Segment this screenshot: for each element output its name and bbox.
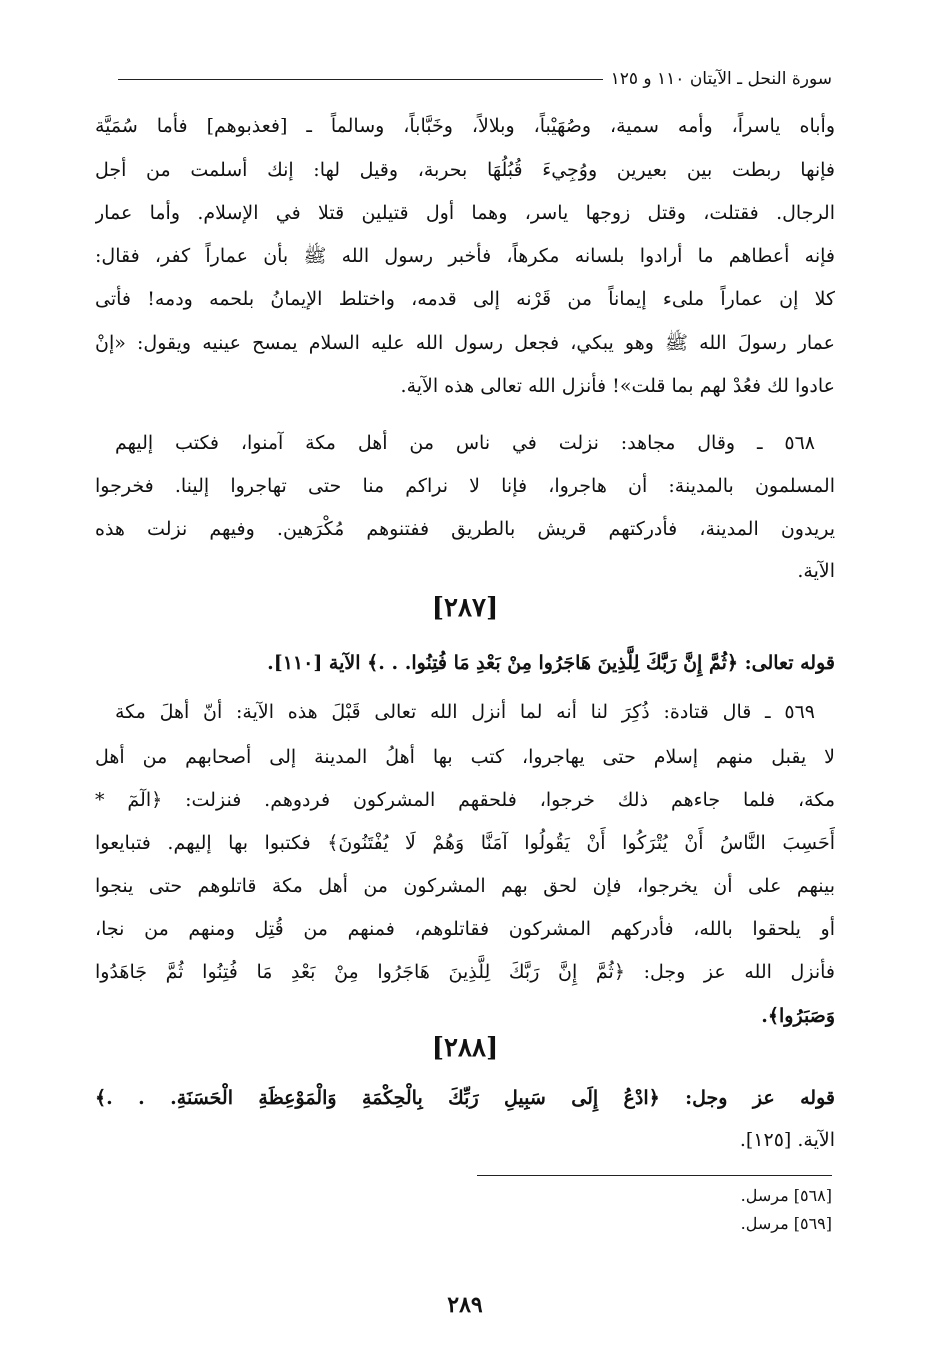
verse-288-line: قوله عز وجل: ﴿ادْعُ إِلَى سَبِيلِ رَبِّكَ بِالْحِكْمَةِ وَالْمَوْعِظَةِ الْحَسَنَةِ. . .﴾ — [95, 1087, 835, 1109]
page-number: ٢٨٩ — [447, 1292, 483, 1318]
section-heading-287: [٢٨٧] — [431, 593, 499, 623]
header-rule — [118, 79, 603, 80]
hadith-569-line: ٥٦٩ ـ قال قتادة: ذُكِرَ لنا أنه لما أنزل الله تعالى قَبْلَ هذه الآية: أنّ أهلَ مكة — [115, 701, 815, 723]
text-line: أَحَسِبَ النَّاسُ أَنْ يُتْرَكُوا أَنْ يَقُولُوا آمَنَّا وَهُمْ لَا يُفْتَنُونَ﴾ فكتبوا بها إليهم. فتبايعوا — [95, 832, 835, 854]
text-line: عمار رسولَ الله ﷺ وهو يبكي، فجعل رسول الله عليه السلام يمسح عينيه ويقول: «إنْ — [95, 332, 835, 354]
verse-288-line: الآية. [١٢٥]. — [739, 1129, 835, 1151]
footnote: [٥٦٩] مرسل. — [740, 1214, 832, 1233]
section-heading-288: [٢٨٨] — [431, 1033, 499, 1063]
text-line: بينهم على أن يخرجوا، فإن لحق بهم المشركون من أهل مكة قاتلوهم حتى ينجوا — [95, 875, 835, 897]
running-title: سورة النحل ـ الآيتان ١١٠ و ١٢٥ — [610, 69, 832, 89]
text-line: لا يقبل منهم إسلام حتى يهاجروا، كتب بها أهلُ المدينة إلى أصحابهم من أهل — [95, 746, 835, 768]
text-line: عادوا لك فعُدْ لهم بما قلت»! فأنزل الله تعالى هذه الآية. — [400, 375, 835, 397]
text-line: وَصَبَرُوا﴾. — [761, 1005, 835, 1027]
text-line: أو يلحقوا بالله، فأدركهم المشركون فقاتلوهم، فمنهم من قُتِل ومنهم من نجا، — [95, 918, 835, 940]
text-line: وأباه ياسراً، وأمه سمية، وصُهَيْباً، وبلالاً، وخَبَّاباً، وسالماً ـ [فعذبوهم] فأما سُمَيَّة — [95, 115, 835, 137]
text-line: مكة، فلما جاءهم ذلك خرجوا، فلحقهم المشركون فردوهم. فنزلت: ﴿الٓمٓ * — [95, 789, 835, 811]
text-line: الآية. — [797, 560, 835, 582]
footnote-rule — [477, 1175, 832, 1176]
text-line: الرجال. فقتلت، وقتل زوجها ياسر، وهما أول قتيلين قتلا في الإسلام. وأما عمار — [95, 202, 835, 224]
hadith-568-line: ٥٦٨ ـ وقال مجاهد: نزلت في ناس من أهل مكة آمنوا، فكتب إليهم — [115, 432, 815, 454]
text-line: فأنزل الله عز وجل: ﴿ثُمَّ إِنَّ رَبَّكَ لِلَّذِينَ هَاجَرُوا مِنْ بَعْدِ مَا فُتِنُوا ثُمَّ جَاهَدُوا — [95, 961, 835, 983]
text-line: فإنها ربطت بين بعيرين ووُجِيءَ قُبُلُهَا بحربة، وقيل لها: إنك أسلمت من أجل — [95, 159, 835, 181]
verse-287: قوله تعالى: ﴿ثُمَّ إِنَّ رَبَّكَ لِلَّذِينَ هَاجَرُوا مِنْ بَعْدِ مَا فُتِنُوا. . .﴾ الآية [١١٠]. — [267, 652, 835, 674]
text-line: يريدون المدينة، فأدركتهم قريش بالطريق ففتنوهم مُكْرَهين. وفيهم نزلت هذه — [95, 518, 835, 540]
text-line: كلا إن عماراً ملىء إيماناً من قَرْنه إلى قدمه، واختلط الإيمانُ بلحمه ودمه! فأتى — [95, 288, 835, 310]
text-line: المسلمون بالمدينة: أن هاجروا، فإنا لا نراكم منا حتى تهاجروا إلينا. فخرجوا — [95, 475, 835, 497]
text-line: فإنه أعطاهم ما أرادوا بلسانه مكرهاً، فأخبر رسول الله ﷺ بأن عماراً كفر، فقال: — [95, 245, 835, 267]
running-header — [118, 66, 832, 92]
footnote: [٥٦٨] مرسل. — [740, 1186, 832, 1205]
